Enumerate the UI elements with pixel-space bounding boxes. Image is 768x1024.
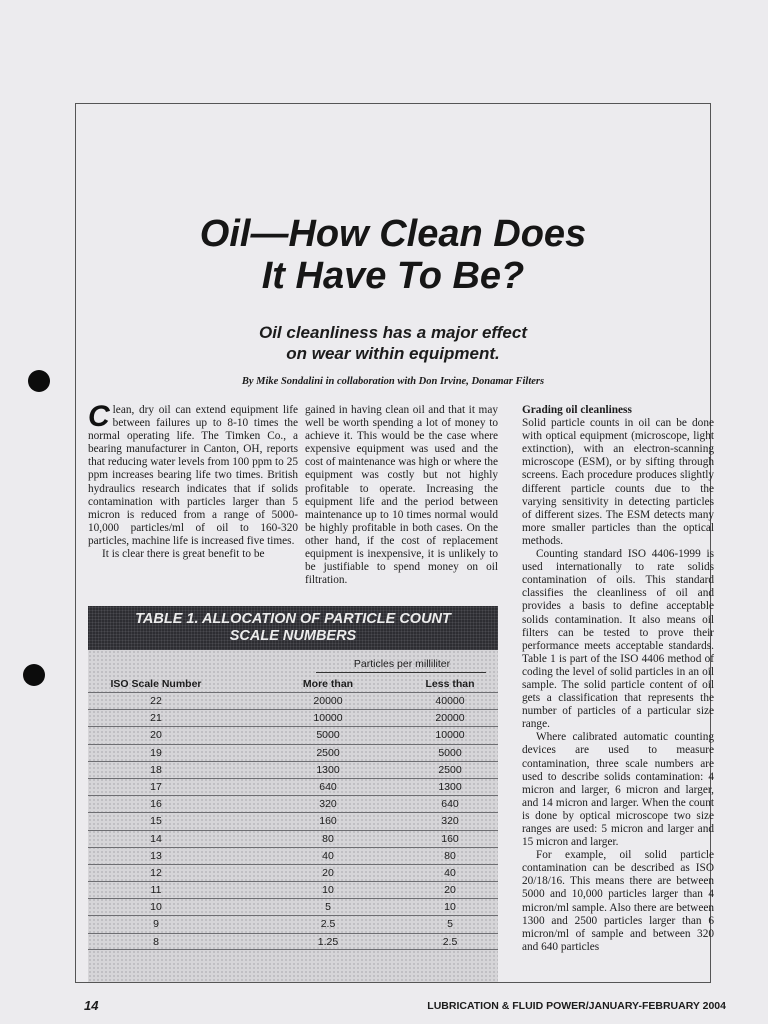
- cell-iso: 11: [150, 884, 162, 897]
- cell-more-than: 2500: [316, 746, 340, 759]
- cell-iso: 17: [150, 780, 162, 793]
- cell-less-than: 2.5: [442, 935, 458, 948]
- table-body: [88, 692, 498, 950]
- table-row: [88, 795, 498, 812]
- cell-iso: 14: [150, 832, 162, 845]
- cell-iso: 13: [150, 849, 162, 862]
- table-row: [88, 915, 498, 932]
- cell-less-than: 20: [444, 884, 456, 897]
- subtitle-line-2: on wear within equipment.: [286, 344, 500, 363]
- cell-more-than: 80: [322, 832, 334, 845]
- publication-footer: LUBRICATION & FLUID POWER/JANUARY-FEBRUARY 2004: [427, 1000, 726, 1012]
- paragraph: Where calibrated automatic counting devices are used to measure contamination, three scale numbers are used to describe solids contamination: 4 micron and larger, 6 micron and larger, and 14 micron and larger. When the count is done by optical microscope two size ranges are used: 5 micron and larger and 15 micron and larger.: [522, 731, 714, 849]
- cell-less-than: 320: [441, 815, 459, 828]
- cell-less-than: 640: [441, 798, 459, 811]
- cell-more-than: 1.25: [317, 935, 339, 948]
- binder-hole-top: [28, 370, 50, 392]
- table-row: [88, 847, 498, 864]
- column-2: [305, 404, 498, 587]
- table-row: [88, 864, 498, 881]
- paragraph: It is clear there is great benefit to be: [102, 548, 265, 561]
- table-row: [88, 830, 498, 847]
- table-row: [88, 933, 498, 950]
- cell-more-than: 2.5: [320, 918, 336, 931]
- byline: By Mike Sondalini in collaboration with Don Irvine, Donamar Filters: [241, 376, 545, 387]
- cell-less-than: 5000: [438, 746, 462, 759]
- cell-more-than: 160: [319, 815, 337, 828]
- cell-iso: 18: [150, 763, 162, 776]
- table-row: [88, 761, 498, 778]
- cell-iso: 8: [153, 935, 159, 948]
- cell-more-than: 5: [325, 901, 331, 914]
- table-row: [88, 709, 498, 726]
- cell-iso: 20: [150, 729, 162, 742]
- cell-more-than: 5000: [316, 729, 340, 742]
- table-title-line-2: SCALE NUMBERS: [229, 628, 357, 644]
- table-row: [88, 778, 498, 795]
- table-header-iso: ISO Scale Number: [110, 678, 202, 690]
- table-group-header: Particles per milliliter: [353, 658, 451, 670]
- cell-more-than: 320: [319, 798, 337, 811]
- table-row: [88, 726, 498, 743]
- cell-more-than: 10: [322, 884, 334, 897]
- cell-more-than: 640: [319, 780, 337, 793]
- cell-less-than: 40: [444, 866, 456, 879]
- cell-less-than: 80: [444, 849, 456, 862]
- particle-count-table: [88, 606, 498, 982]
- article-subtitle: [75, 322, 711, 364]
- cell-iso: 21: [150, 712, 162, 725]
- article-title: [75, 213, 711, 297]
- cell-iso: 12: [150, 866, 162, 879]
- table-row: [88, 812, 498, 829]
- drop-cap: C: [88, 400, 110, 433]
- table-header-more-than: More than: [302, 678, 354, 690]
- paragraph: gained in having clean oil and that it may well be worth spending a lot of money to achieve it. This would be the case where expensive equipment was used and the cost of maintenance was high or where the equipment was costly but not highly profitable to operate. Increasing the equipment life and the period between maintenance up to 10 times normal would be highly profitable in both cases. On the other hand, if the cost of replacement equipment is inexpensive, it is unlikely to be justifiable to spend money on oil filtration.: [305, 404, 498, 587]
- page-number: 14: [84, 998, 99, 1013]
- table-header-divider: [316, 672, 486, 673]
- cell-iso: 10: [150, 901, 162, 914]
- table-row: [88, 898, 498, 915]
- cell-less-than: 20000: [435, 712, 465, 725]
- cell-iso: 15: [150, 815, 162, 828]
- paragraph: Counting standard ISO 4406-1999 is used internationally to rate solids contamination of oils. This standard classifies the cleanliness of oil and provides a basis to define acceptable solids contamination. It also means oil filters can be tested to prove their performance meets acceptable standards. Table 1 is part of the ISO 4406 method of coding the level of solid particles in an oil sample. The solid particle content of oil gets a classification that represents the number of particles of a particular size range.: [522, 548, 714, 731]
- cell-less-than: 5: [447, 918, 453, 931]
- paragraph-text: lean, dry oil can extend equipment life between failures up to 8-10 times the normal operating life. The Timken Co., a bearing manufacturer in Canton, OH, reports that reducing water levels from 100 ppm to 25 ppm increases bearing life two times. British hydraulics research indicates that if solids contamination with particles larger than 5 micron is reduced from a range of 5000-10,000 particles/ml of oil to 160-320 particles, machine life is increased five times.: [88, 404, 298, 547]
- cell-less-than: 160: [441, 832, 459, 845]
- paragraph: [88, 400, 298, 548]
- paragraph: Solid particle counts in oil can be done with optical equipment (microscope, light extinction), with an electron-scanning microscope (ESM), or by sifting through screens. Each procedure produces slightly different particle counts due to the varying sensitivity in detecting particles of different sizes. The ESM detects many more smaller particles than the optical methods.: [522, 417, 714, 547]
- title-line-2: It Have To Be?: [261, 255, 525, 297]
- table-row: [88, 881, 498, 898]
- binder-hole-bottom: [23, 664, 45, 686]
- cell-more-than: 1300: [316, 763, 340, 776]
- cell-more-than: 10000: [313, 712, 343, 725]
- cell-less-than: 2500: [438, 763, 462, 776]
- cell-more-than: 20000: [313, 695, 343, 707]
- subtitle-line-1: Oil cleanliness has a major effect: [258, 323, 528, 342]
- title-line-1: Oil—How Clean Does: [199, 213, 587, 255]
- paragraph: For example, oil solid particle contamination can be described as ISO 20/18/16. This means there are between 5000 and 10,000 particles larger than 4 micron/ml sample. Also there are between 1300 and 2500 particles larger than 6 micron/ml of sample and between 320 and 640 particles: [522, 849, 714, 953]
- table-title: [88, 606, 498, 650]
- cell-less-than: 40000: [435, 695, 465, 707]
- cell-iso: 9: [153, 918, 159, 931]
- cell-less-than: 1300: [438, 780, 462, 793]
- table-title-line-1: TABLE 1. ALLOCATION OF PARTICLE COUNT: [135, 611, 451, 627]
- cell-more-than: 20: [322, 866, 334, 879]
- table-row: [88, 744, 498, 761]
- cell-less-than: 10: [444, 901, 456, 914]
- cell-iso: 16: [150, 798, 162, 811]
- table-row: [88, 692, 498, 709]
- table-header-less-than: Less than: [425, 678, 475, 690]
- section-heading: Grading oil cleanliness: [522, 404, 632, 416]
- cell-less-than: 10000: [435, 729, 465, 742]
- cell-more-than: 40: [322, 849, 334, 862]
- column-3: [522, 404, 714, 954]
- column-1: [88, 400, 298, 561]
- cell-iso: 19: [150, 746, 162, 759]
- cell-iso: 22: [150, 695, 162, 707]
